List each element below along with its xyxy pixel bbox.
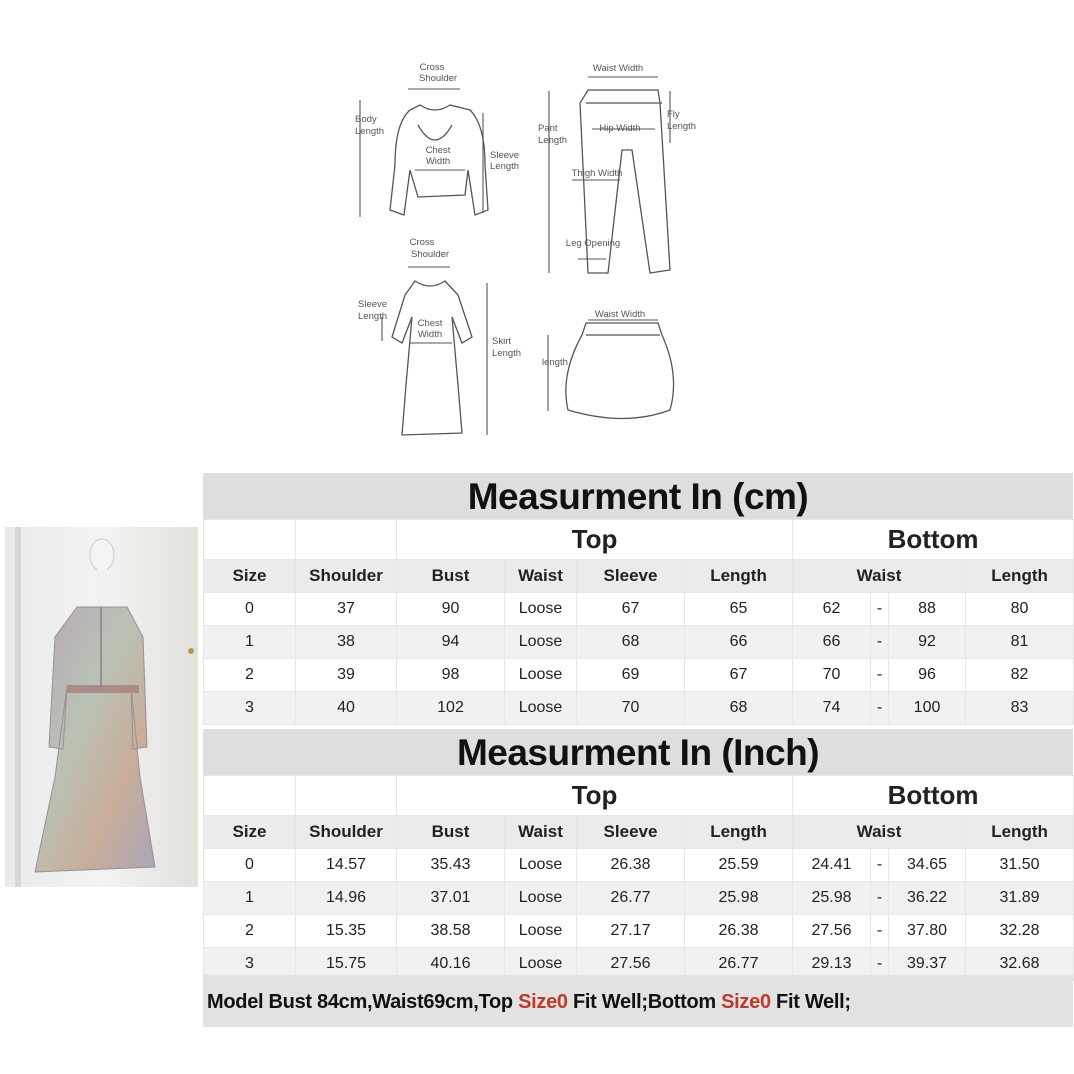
- skirt-waist-label: Waist Width: [594, 309, 646, 320]
- table-cell: 15.75: [296, 948, 397, 981]
- cm-table-body: [204, 593, 1074, 725]
- table-cell: 102: [397, 692, 505, 725]
- table-cell: Loose: [505, 692, 577, 725]
- footer-size-bottom: Size0: [721, 991, 771, 1013]
- table-cell: 66: [685, 626, 793, 659]
- dress-skirt-label-2: Length: [492, 348, 522, 359]
- table-cell: 83: [966, 692, 1074, 725]
- inch-table: [203, 775, 1074, 981]
- range-dash: -: [871, 692, 889, 725]
- top-cross-label-2: Shoulder: [418, 73, 458, 84]
- header-length: Length: [685, 560, 793, 593]
- table-row: [204, 915, 1074, 948]
- table-cell: 67: [685, 659, 793, 692]
- footer-text-2: Fit Well;Bottom: [567, 991, 722, 1013]
- inch-table-body: [204, 849, 1074, 981]
- table-cell: 100: [889, 692, 966, 725]
- group-blank: [296, 520, 397, 560]
- cm-group-top: Top: [397, 520, 793, 560]
- table-cell: 74: [793, 692, 871, 725]
- footer-text-3: Fit Well;: [770, 991, 851, 1013]
- table-cell: 0: [204, 593, 296, 626]
- table-cell: 31.89: [966, 882, 1074, 915]
- table-cell: 34.65: [889, 849, 966, 882]
- table-cell: 15.35: [296, 915, 397, 948]
- range-dash: -: [871, 915, 889, 948]
- table-cell: 32.28: [966, 915, 1074, 948]
- header-waist: Waist: [505, 816, 577, 849]
- inch-group-row: [204, 776, 1074, 816]
- inch-table-title: Measurment In (Inch): [203, 729, 1073, 775]
- pants-fly-label-1: Fly: [667, 109, 680, 120]
- table-cell: 98: [397, 659, 505, 692]
- dress-chest-label-2: Width: [417, 329, 443, 340]
- pants-length-label-1: Pant: [538, 123, 558, 134]
- table-cell: 67: [577, 593, 685, 626]
- header-bottom-waist: Waist: [793, 560, 966, 593]
- header-length: Length: [685, 816, 793, 849]
- table-cell: 37: [296, 593, 397, 626]
- table-cell: Loose: [505, 626, 577, 659]
- table-cell: 0: [204, 849, 296, 882]
- table-cell: 88: [889, 593, 966, 626]
- footer-size-top: Size0: [518, 991, 568, 1013]
- table-cell: 65: [685, 593, 793, 626]
- range-dash: -: [871, 948, 889, 981]
- table-cell: 26.38: [577, 849, 685, 882]
- top-chest-label-1: Chest: [425, 145, 451, 156]
- table-row: [204, 626, 1074, 659]
- table-row: [204, 882, 1074, 915]
- table-cell: Loose: [505, 915, 577, 948]
- table-cell: 1: [204, 626, 296, 659]
- range-dash: -: [871, 882, 889, 915]
- dress-skirt-label-1: Skirt: [492, 336, 511, 347]
- cm-header-row: [204, 560, 1074, 593]
- table-cell: 37.80: [889, 915, 966, 948]
- table-cell: 32.68: [966, 948, 1074, 981]
- header-size: Size: [204, 560, 296, 593]
- skirt-sketch: [566, 323, 674, 419]
- table-cell: 26.38: [685, 915, 793, 948]
- table-cell: 69: [577, 659, 685, 692]
- dress-cross-label-2: Shoulder: [410, 249, 450, 260]
- table-cell: 29.13: [793, 948, 871, 981]
- table-cell: Loose: [505, 593, 577, 626]
- range-dash: -: [871, 593, 889, 626]
- table-cell: 70: [577, 692, 685, 725]
- table-cell: 27.17: [577, 915, 685, 948]
- header-bottom-waist: Waist: [793, 816, 966, 849]
- table-cell: 27.56: [577, 948, 685, 981]
- pants-leg-label: Leg Opening: [565, 238, 621, 249]
- range-dash: -: [871, 659, 889, 692]
- inch-group-bottom: Bottom: [793, 776, 1074, 816]
- table-cell: 31.50: [966, 849, 1074, 882]
- table-cell: 70: [793, 659, 871, 692]
- dress-sleeve-label-2: Length: [358, 311, 388, 322]
- header-waist: Waist: [505, 560, 577, 593]
- table-row: [204, 659, 1074, 692]
- table-cell: 35.43: [397, 849, 505, 882]
- header-sleeve: Sleeve: [577, 560, 685, 593]
- group-blank: [296, 776, 397, 816]
- table-cell: 82: [966, 659, 1074, 692]
- top-sleeve-label-1: Sleeve: [490, 150, 520, 161]
- top-sleeve-label-2: Length: [490, 161, 520, 172]
- cm-group-row: [204, 520, 1074, 560]
- header-size: Size: [204, 816, 296, 849]
- table-cell: 25.98: [793, 882, 871, 915]
- dress-sketch: [392, 281, 472, 435]
- table-cell: 37.01: [397, 882, 505, 915]
- header-bust: Bust: [397, 816, 505, 849]
- header-bust: Bust: [397, 560, 505, 593]
- table-cell: 66: [793, 626, 871, 659]
- table-cell: Loose: [505, 948, 577, 981]
- table-cell: 39: [296, 659, 397, 692]
- header-shoulder: Shoulder: [296, 560, 397, 593]
- table-cell: 2: [204, 659, 296, 692]
- table-cell: Loose: [505, 659, 577, 692]
- header-bottom-length: Length: [966, 816, 1074, 849]
- table-cell: 68: [685, 692, 793, 725]
- table-cell: 94: [397, 626, 505, 659]
- pants-hip-label: Hip Width: [599, 123, 641, 134]
- table-row: [204, 849, 1074, 882]
- table-cell: 14.57: [296, 849, 397, 882]
- table-cell: 2: [204, 915, 296, 948]
- table-cell: 24.41: [793, 849, 871, 882]
- pants-length-label-2: Length: [538, 135, 568, 146]
- cm-group-bottom: Bottom: [793, 520, 1074, 560]
- pants-thigh-label: Thigh Width: [571, 168, 623, 179]
- table-cell: 3: [204, 948, 296, 981]
- cm-table: [203, 519, 1074, 725]
- table-cell: 26.77: [577, 882, 685, 915]
- table-cell: 14.96: [296, 882, 397, 915]
- model-fit-note: [203, 975, 1073, 1027]
- table-cell: 27.56: [793, 915, 871, 948]
- table-cell: 62: [793, 593, 871, 626]
- header-sleeve: Sleeve: [577, 816, 685, 849]
- table-cell: 38: [296, 626, 397, 659]
- table-cell: 80: [966, 593, 1074, 626]
- measurement-diagram: [340, 55, 710, 445]
- table-cell: 40.16: [397, 948, 505, 981]
- table-cell: 3: [204, 692, 296, 725]
- cm-table-title: Measurment In (cm): [203, 473, 1073, 519]
- dress-sleeve-label-1: Sleeve: [358, 299, 388, 310]
- table-row: [204, 692, 1074, 725]
- top-body-label-2: Length: [355, 126, 385, 137]
- table-cell: 36.22: [889, 882, 966, 915]
- size-chart: [203, 473, 1073, 981]
- table-cell: Loose: [505, 882, 577, 915]
- table-cell: 38.58: [397, 915, 505, 948]
- range-dash: -: [871, 626, 889, 659]
- inch-header-row: [204, 816, 1074, 849]
- pants-waist-label: Waist Width: [592, 63, 644, 74]
- model-dress-image: [5, 527, 198, 887]
- table-cell: 1: [204, 882, 296, 915]
- table-cell: 40: [296, 692, 397, 725]
- garment-sketches: [340, 55, 710, 445]
- header-shoulder: Shoulder: [296, 816, 397, 849]
- skirt-length-label: length: [542, 357, 568, 368]
- table-cell: 90: [397, 593, 505, 626]
- table-cell: 81: [966, 626, 1074, 659]
- table-cell: Loose: [505, 849, 577, 882]
- group-blank: [204, 520, 296, 560]
- inch-group-top: Top: [397, 776, 793, 816]
- table-cell: 39.37: [889, 948, 966, 981]
- table-cell: 25.59: [685, 849, 793, 882]
- footer-text-1: Model Bust 84cm,Waist69cm,Top: [207, 991, 519, 1013]
- table-cell: 92: [889, 626, 966, 659]
- top-cross-label-1: Cross: [419, 62, 445, 73]
- top-chest-label-2: Width: [425, 156, 451, 167]
- pants-fly-label-2: Length: [667, 121, 697, 132]
- header-bottom-length: Length: [966, 560, 1074, 593]
- top-body-label-1: Body: [355, 114, 377, 125]
- dress-chest-label-1: Chest: [417, 318, 443, 329]
- table-cell: 25.98: [685, 882, 793, 915]
- table-cell: 96: [889, 659, 966, 692]
- model-photo: [5, 527, 198, 887]
- group-blank: [204, 776, 296, 816]
- table-cell: 26.77: [685, 948, 793, 981]
- range-dash: -: [871, 849, 889, 882]
- table-row: [204, 593, 1074, 626]
- table-cell: 68: [577, 626, 685, 659]
- dress-cross-label-1: Cross: [409, 237, 435, 248]
